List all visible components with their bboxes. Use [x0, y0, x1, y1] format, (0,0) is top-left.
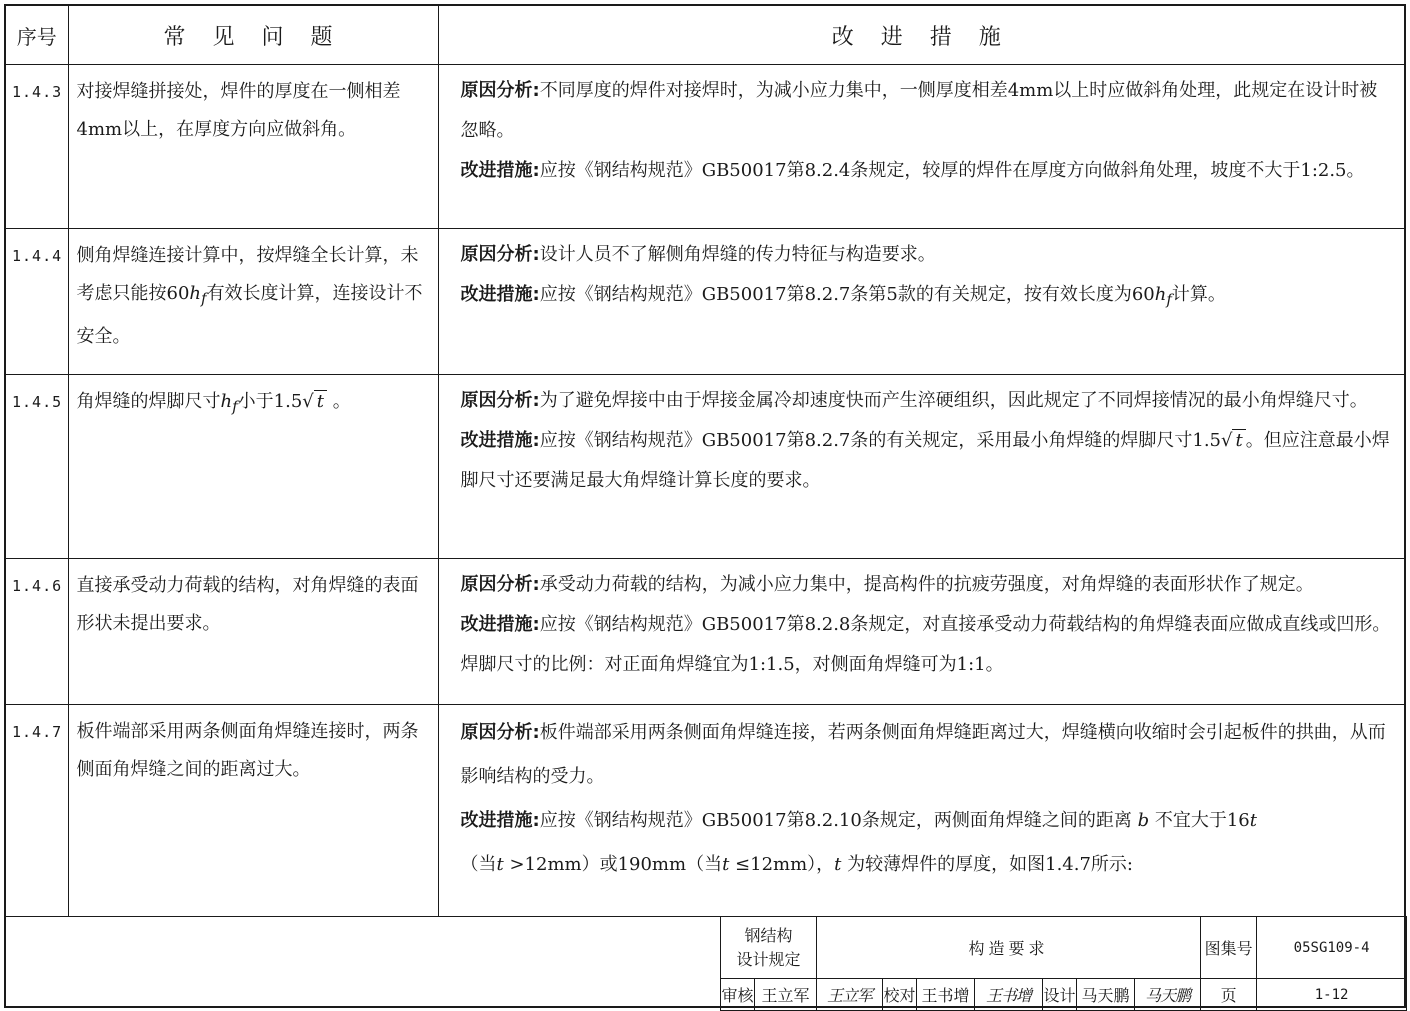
- cause-text: 设计人员不了解侧角焊缝的传力特征与构造要求。: [539, 244, 936, 265]
- symbol-t: t: [722, 854, 730, 875]
- reviewer-name: 王立军: [755, 979, 817, 1011]
- symbol-hf: $h_f$: [1154, 284, 1172, 309]
- row-measures: [438, 375, 1404, 559]
- problem-text: 小于1.5: [237, 391, 303, 412]
- row-no: 1.4.3: [6, 65, 68, 229]
- row-no: 1.4.4: [6, 229, 68, 375]
- fix-text: >12mm）或190mm（当: [503, 854, 723, 875]
- table-row: [6, 65, 1404, 229]
- fix-text: （当: [460, 854, 497, 875]
- fix-text: 应按《钢结构规范》GB50017第8.2.7条的有关规定，采用最小角焊缝的焊脚尺寸1.5: [539, 430, 1221, 451]
- cause-label: 原因分析:: [460, 80, 540, 101]
- category-line-1: 钢结构: [744, 925, 793, 945]
- row-measures: [438, 705, 1404, 917]
- fix-text: ≤12mm），: [729, 854, 835, 875]
- problem-text: 角焊缝的焊脚尺寸: [76, 391, 221, 412]
- page-number: 1-12: [1257, 979, 1407, 1011]
- cause-text: 为了避免焊接中由于焊接金属冷却速度快而产生淬硬组织，因此规定了不同焊接情况的最小角焊缝尺寸。: [539, 390, 1368, 411]
- review-label: 审核: [721, 979, 755, 1011]
- checker-name: 王书增: [917, 979, 975, 1011]
- cause-label: 原因分析:: [460, 390, 540, 411]
- atlas-number: 05SG109-4: [1257, 917, 1407, 979]
- row-no: 1.4.5: [6, 375, 68, 559]
- fix-text: 应按《钢结构规范》GB50017第8.2.10条规定，两侧面角焊缝之间的距离: [539, 810, 1132, 831]
- fix-label: 改进措施:: [460, 160, 540, 181]
- header-problem: 常 见 问 题: [68, 6, 438, 65]
- row-measures: [438, 229, 1404, 375]
- row-problem: 对接焊缝拼接处，焊件的厚度在一侧相差4mm以上，在厚度方向应做斜角。: [68, 65, 438, 229]
- row-problem: [68, 229, 438, 375]
- issues-table: [6, 6, 1404, 917]
- fix-label: 改进措施:: [460, 430, 540, 451]
- problem-text: 侧角焊缝连接计算中，按焊缝全长计算，未考虑只能按60: [76, 245, 419, 304]
- fix-text: 为较薄焊件的厚度，如图1.4.7所示:: [841, 854, 1133, 875]
- fix-label: 改进措施:: [460, 614, 540, 635]
- cause-label: 原因分析:: [460, 244, 540, 265]
- table-row: [6, 559, 1404, 705]
- symbol-t: t: [1249, 810, 1257, 831]
- problem-text: 。: [327, 391, 351, 412]
- cause-label: 原因分析:: [460, 722, 540, 743]
- checker-signature: 王书增: [975, 979, 1043, 1011]
- symbol-b: b: [1137, 810, 1150, 831]
- fix-text: 应按《钢结构规范》GB50017第8.2.4条规定，较厚的焊件在厚度方向做斜角处理，坡度不大于1:2.5。: [539, 160, 1365, 181]
- symbol-t: t: [834, 854, 842, 875]
- symbol-t: t: [496, 854, 504, 875]
- designer-signature: 马天鹏: [1135, 979, 1201, 1011]
- fix-text: 。但应注意最小焊脚尺寸还要满足最大角焊缝计算长度的要求。: [460, 430, 1390, 491]
- row-problem: 直接承受动力荷载的结构，对角焊缝的表面形状未提出要求。: [68, 559, 438, 705]
- table-header-row: [6, 6, 1404, 65]
- symbol-hf: $h_f$: [220, 391, 238, 416]
- row-no: 1.4.7: [6, 705, 68, 917]
- table-row: [6, 705, 1404, 917]
- fix-text: 计算。: [1171, 284, 1226, 305]
- table-row: [6, 375, 1404, 559]
- atlas-label: 图集号: [1201, 917, 1257, 979]
- row-measures: [438, 65, 1404, 229]
- title-block: [720, 916, 1407, 1011]
- cause-text: 板件端部采用两条侧面角焊缝连接，若两条侧面角焊缝距离过大，焊缝横向收缩时会引起板件的拱曲，从而影响结构的受力。: [460, 722, 1386, 787]
- fix-label: 改进措施:: [460, 284, 540, 305]
- category-line-2: 设计规定: [736, 949, 801, 969]
- header-no: 序号: [6, 6, 68, 65]
- fix-text: 应按《钢结构规范》GB50017第8.2.7条第5款的有关规定，按有效长度为60: [539, 284, 1155, 305]
- symbol-hf: $h_f$: [189, 283, 207, 308]
- cause-label: 原因分析:: [460, 574, 540, 595]
- fix-label: 改进措施:: [460, 810, 540, 831]
- check-label: 校对: [883, 979, 917, 1011]
- row-problem: 板件端部采用两条侧面角焊缝连接时，两条侧面角焊缝之间的距离过大。: [68, 705, 438, 917]
- row-no: 1.4.6: [6, 559, 68, 705]
- table-row: [6, 229, 1404, 375]
- page-label: 页: [1201, 979, 1257, 1011]
- row-problem: [68, 375, 438, 559]
- row-measures: [438, 559, 1404, 705]
- cause-text: 不同厚度的焊件对接焊时，为减小应力集中，一侧厚度相差4mm以上时应做斜角处理，此规定在设计时被忽略。: [460, 80, 1378, 141]
- sqrt-t-symbol: √ t: [1221, 421, 1246, 461]
- drawing-sheet: [4, 4, 1406, 1008]
- problem-text: 有效长度计算，连接设计不安全。: [76, 283, 423, 347]
- sheet-title: 构造要求: [817, 917, 1201, 979]
- fix-text: 不宜大于16: [1154, 810, 1250, 831]
- designer-name: 马天鹏: [1077, 979, 1135, 1011]
- cause-text: 承受动力荷载的结构，为减小应力集中，提高构件的抗疲劳强度，对角焊缝的表面形状作了规定。: [539, 574, 1314, 595]
- design-label: 设计: [1043, 979, 1077, 1011]
- header-fix: 改 进 措 施: [438, 6, 1404, 65]
- reviewer-signature: 王立军: [817, 979, 883, 1011]
- fix-text: 应按《钢结构规范》GB50017第8.2.8条规定，对直接承受动力荷载结构的角焊缝表面应做成直线或凹形。焊脚尺寸的比例：对正面角焊缝宜为1:1.5，对侧面角焊缝可为1:1。: [460, 614, 1391, 675]
- category-cell: [721, 917, 817, 979]
- sqrt-t-symbol: √ t: [302, 383, 327, 421]
